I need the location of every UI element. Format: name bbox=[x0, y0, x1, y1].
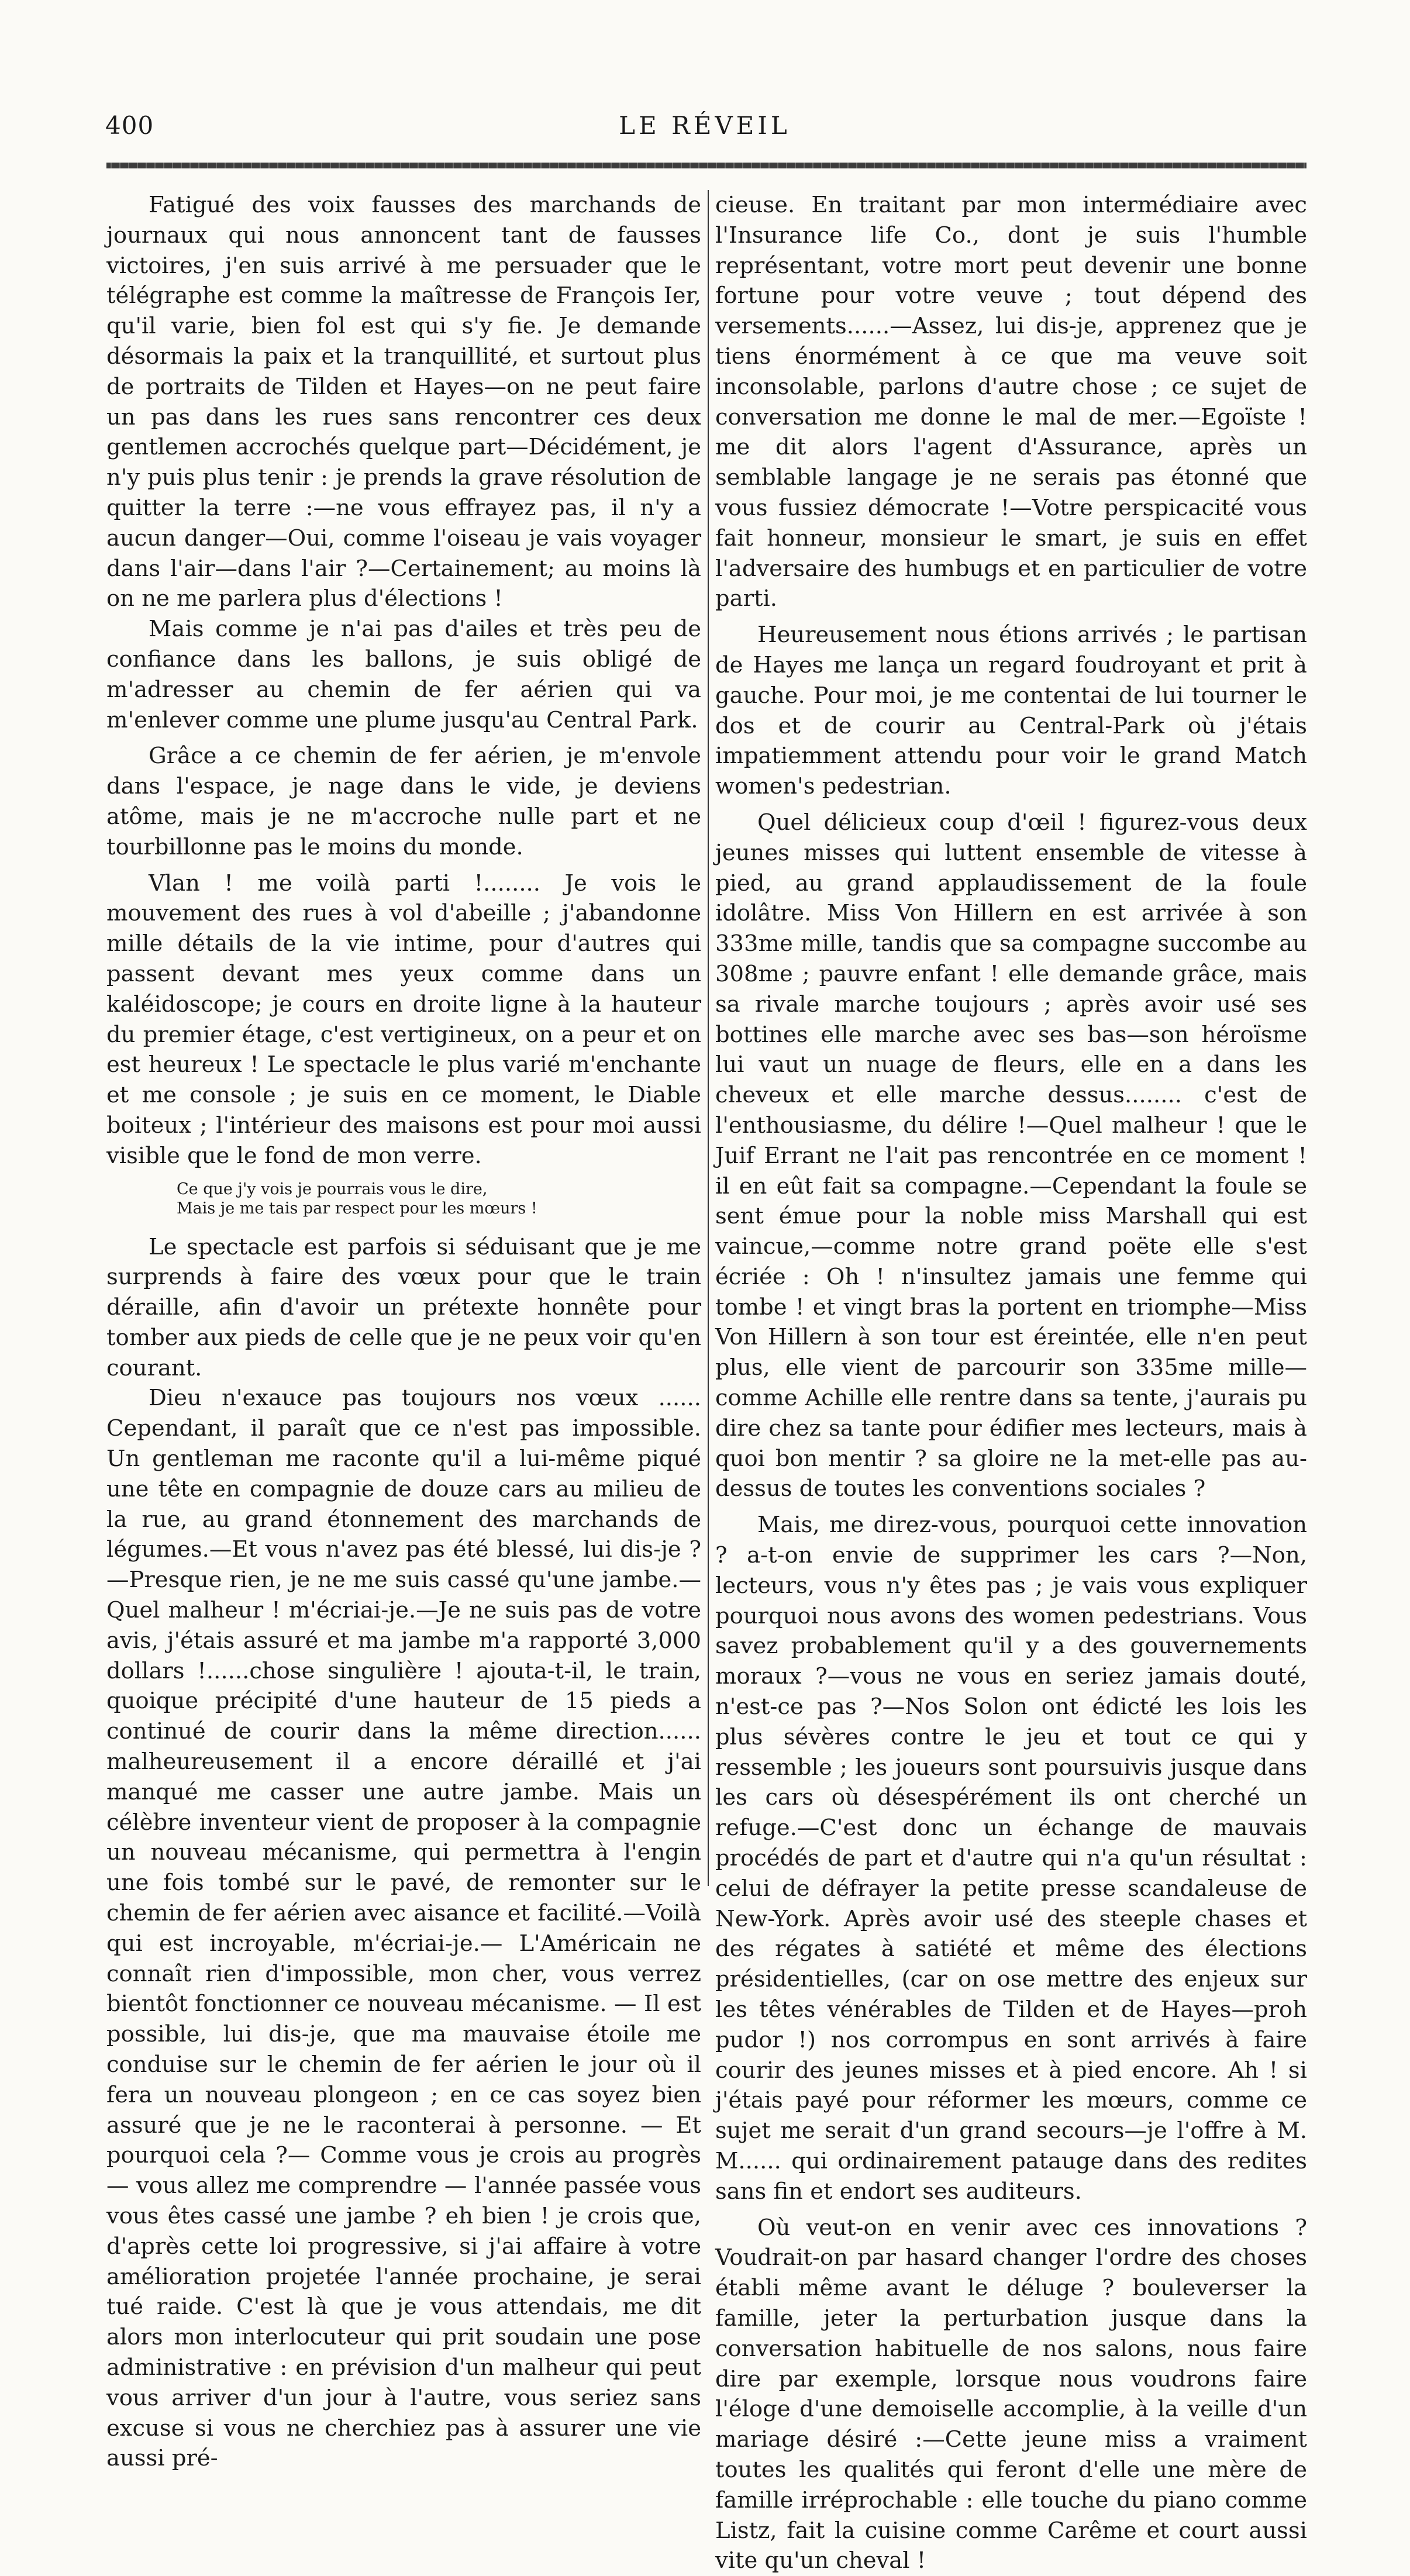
right-column bbox=[715, 190, 1307, 2576]
verse-quote bbox=[106, 1180, 701, 1218]
paragraph: cieuse. En traitant par mon intermédiaire avec l'Insurance life Co., dont je suis l'humble représentant, votre mort peut devenir une bonne fortune pour votre veuve ; tout dépend des versements......—Assez, lui dis-je, apprenez que je tiens énormément à ce que ma veuve soit inconsolable, parlons d'autre chose ; ce sujet de conversation me donne le mal de mer.—Egoïste ! me dit alors l'agent d'Assurance, après un semblable langage je ne serais pas étonné que vous fussiez démocrate !—Votre perspicacité vous fait honneur, monsieur le smart, je suis en effet l'adversaire des humbugs et en particulier de votre parti. bbox=[715, 192, 1307, 612]
paragraph: Dieu n'exauce pas toujours nos vœux ...... Cependant, il paraît que ce n'est pas impossible. Un gentleman me raconte qu'il a lui-même piqué une tête en compagnie de douze cars au milieu de la rue, au grand étonnement des marchands de légumes.—Et vous n'avez pas été blessé, lui dis-je ?—Presque rien, je ne me suis cassé qu'une jambe.—Quel malheur ! m'écriai-je.—Je ne suis pas de votre avis, j'étais assuré et ma jambe m'a rapporté 3,000 dollars !......chose singulière ! ajouta-t-il, le train, quoique précipité d'une hauteur de 15 pieds a continué de courir dans la même direction...... malheureusement il a encore déraillé et j'ai manqué me casser une autre jambe. Mais un célèbre inventeur vient de proposer à la compagnie un nouveau mécanisme, qui permettra à l'engin une fois tombé sur le pavé, de remonter sur le chemin de fer aérien avec aisance et facilité.—Voilà qui est incroyable, m'écriai-je.— L'Américain ne connaît rien d'impossible, mon cher, vous verrez bientôt fonctionner ce nouveau mécanisme. — Il est possible, lui dis-je, que ma mauvaise étoile me conduise sur le chemin de fer aérien le jour où il fera un nouveau plongeon ; en ce cas soyez bien assuré que je ne le raconterai à personne. — Et pourquoi cela ?— Comme vous je crois au progrès — vous allez me comprendre — l'année passée vous vous êtes cassé une jambe ? eh bien ! je crois que, d'après cette loi progressive, si j'ai affaire à votre amélioration projetée l'année prochaine, je serai tué raide. C'est là que je vous attendais, me dit alors mon interlocuteur qui prit soudain une pose administrative : en prévision d'un malheur qui peut vous arriver d'un jour à l'autre, vous seriez sans excuse si vous ne cherchiez pas à assurer une vie aussi pré- bbox=[106, 1385, 701, 2472]
page-number: 400 bbox=[105, 111, 154, 140]
paragraph: Mais comme je n'ai pas d'ailes et très peu de confiance dans les ballons, je suis obligé de m'adresser au chemin de fer aérien qui va m'enlever comme une plume jusqu'au Central Park. bbox=[106, 616, 701, 733]
page-header bbox=[105, 111, 1304, 146]
paragraph: Heureusement nous étions arrivés ; le partisan de Hayes me lança un regard foudroyant et prit à gauche. Pour moi, je me contentai de lui tourner le dos et de courir au Central-Park où j'étais impatiemment attendu pour voir le grand Match women's pedestrian. bbox=[715, 622, 1307, 800]
paragraph: Vlan ! me voilà parti !........ Je vois le mouvement des rues à vol d'abeille ; j'abandonne mille détails de la vie intime, pour d'autres qui passent devant mes yeux comme dans un kaléidoscope; je cours en droite ligne à la hauteur du premier étage, c'est vertigineux, on a peur et on est heureux ! Le spectacle le plus varié m'enchante et me console ; je suis en ce moment, le Diable boiteux ; l'intérieur des maisons est pour moi aussi visible que le fond de mon verre. bbox=[106, 870, 701, 1169]
paragraph: Fatigué des voix fausses des marchands de journaux qui nous annoncent tant de fausses victoires, j'en suis arrivé à me persuader que le télégraphe est comme la maîtresse de François Ier, qu'il varie, bien fol est qui s'y fie. Je demande désormais la paix et la tranquillité, et surtout plus de portraits de Tilden et Hayes—on ne peut faire un pas dans les rues sans rencontrer ces deux gentlemen accrochés quelque part—Décidément, je n'y puis plus tenir : je prends la grave résolution de quitter la terre :—ne vous effrayez pas, il n'y a aucun danger—Oui, comme l'oiseau je vais voyager dans l'air—dans l'air ?—Certainement; au moins là on ne me parlera plus d'élections ! bbox=[106, 192, 701, 612]
running-title: LE RÉVEIL bbox=[619, 111, 791, 140]
paragraph: Où veut-on en venir avec ces innovations ? Voudrait-on par hasard changer l'ordre des choses établi même avant le déluge ? bouleverser la famille, jeter la perturbation jusque dans la conversation habituelle de nos salons, nous faire dire par exemple, lorsque nous voudrons faire l'éloge d'une demoiselle accomplie, à la veille d'un mariage désiré :—Cette jeune miss a vraiment toutes les qualités qui feront d'elle une mère de famille irréprochable : elle touche du piano comme Listz, fait la cuisine comme Carême et court aussi vite qu'un cheval ! bbox=[715, 2214, 1307, 2574]
column-divider bbox=[708, 190, 709, 1886]
header-rule bbox=[106, 163, 1306, 168]
verse-line: Mais je me tais par respect pour les mœurs ! bbox=[177, 1199, 537, 1218]
paragraph: Quel délicieux coup d'œil ! figurez-vous deux jeunes misses qui luttent ensemble de vitesse à pied, au grand applaudissement de la foule idolâtre. Miss Von Hillern en est arrivée à son 333me mille, tandis que sa compagne succombe au 308me ; pauvre enfant ! elle demande grâce, mais sa rivale marche toujours ; après avoir usé ses bottines elle marche avec ses bas—son héroïsme lui vaut un nuage de fleurs, elle en a dans les cheveux et elle marche dessus........ c'est de l'enthousiasme, du délire !—Quel malheur ! que le Juif Errant ne l'ait pas rencontrée en ce moment ! il en eût fait sa compagne.—Cependant la foule se sent émue pour la noble miss Marshall qui est vaincue,—comme notre grand poëte elle s'est écriée : Oh ! n'insultez jamais une femme qui tombe ! et vingt bras la portent en triomphe—Miss Von Hillern à son tour est éreintée, elle n'en peut plus, elle vient de parcourir son 335me mille—comme Achille elle rentre dans sa tente, j'aurais pu dire chez sa tante pour édifier mes lecteurs, mais à quoi bon mentir ? sa gloire ne la met-elle pas au-dessus de toutes les conventions sociales ? bbox=[715, 809, 1307, 1502]
paragraph: Mais, me direz-vous, pourquoi cette innovation ? a-t-on envie de supprimer les cars ?—Non, lecteurs, vous n'y êtes pas ; je vais vous expliquer pourquoi nous avons des women pedestrians. Vous savez probablement qu'il y a des gouvernements moraux ?—vous ne vous en seriez jamais douté, n'est-ce pas ?—Nos Solon ont édicté les lois les plus sévères contre le jeu et tout ce qui y ressemble ; les joueurs sont poursuivis jusque dans les cars où désespérément ils ont cherché un refuge.—C'est donc un échange de mauvais procédés de part et d'autre qui n'a qu'un résultat : celui de défrayer la petite presse scandaleuse de New-York. Après avoir usé des steeple chases et des régates à satiété et même des élections présidentielles, (car on ose mettre des enjeux sur les têtes vénérables de Tilden et de Hayes—proh pudor !) nos corrompus en sont arrivés à faire courir des jeunes misses et à pied encore. Ah ! si j'étais payé pour réformer les mœurs, comme ce sujet me serait d'un grand secours—je l'offre à M. M...... qui ordinairement patauge dans des redites sans fin et endort ses auditeurs. bbox=[715, 1512, 1307, 2205]
left-column bbox=[106, 190, 701, 2474]
paragraph: Grâce a ce chemin de fer aérien, je m'envole dans l'espace, je nage dans le vide, je deviens atôme, mais je ne m'accroche nulle part et ne tourbillonne pas le moins du monde. bbox=[106, 743, 701, 860]
paragraph: Le spectacle est parfois si séduisant que je me surprends à faire des vœux pour que le train déraille, afin d'avoir un prétexte honnête pour tomber aux pieds de celle que je ne peux voir qu'en courant. bbox=[106, 1233, 701, 1381]
verse-line: Ce que j'y vois je pourrais vous le dire, bbox=[177, 1180, 488, 1198]
